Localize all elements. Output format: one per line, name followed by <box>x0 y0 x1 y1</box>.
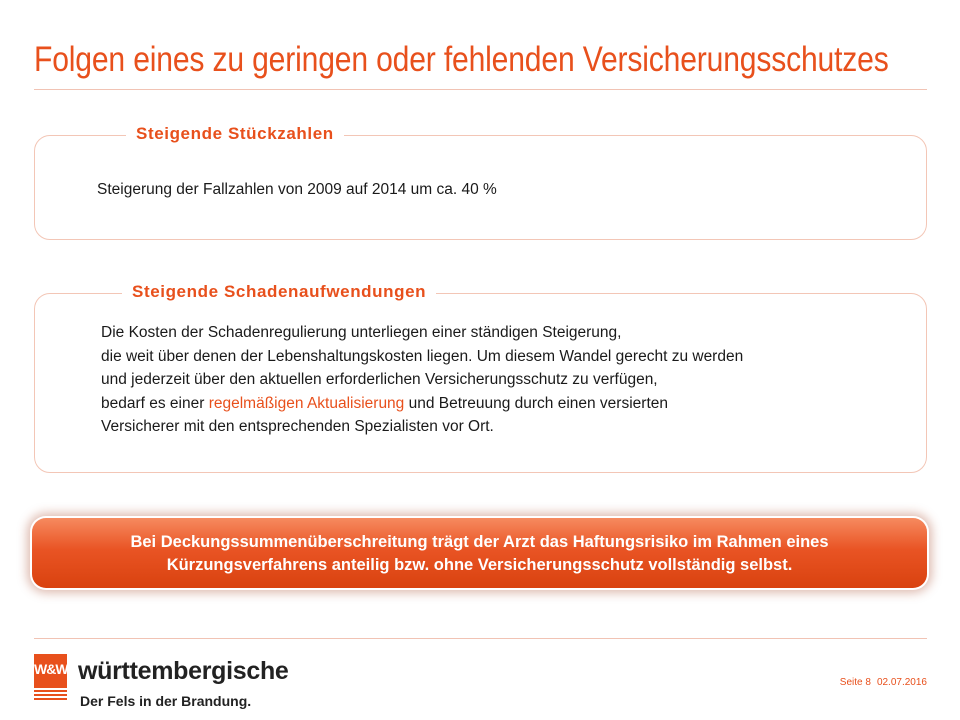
footer-meta <box>834 677 927 688</box>
callout-line: Bei Deckungssummenüberschreitung trägt der Arzt das Haftungsrisiko im Rahmen eines <box>130 533 829 551</box>
logo-stripe <box>34 698 67 700</box>
footer-divider <box>34 638 927 639</box>
text-segment: und Betreuung durch einen versierten <box>404 394 668 412</box>
text-line: und jederzeit über den aktuellen erforderlichen Versicherungsschutz zu verfügen, <box>101 371 658 388</box>
section-label-stueckzahlen: Steigende Stückzahlen <box>126 124 344 144</box>
page-number: Seite 8 <box>839 677 871 688</box>
footer-date: 02.07.2016 <box>876 677 927 688</box>
callout-line: Kürzungsverfahrens anteilig bzw. ohne Versicherungsschutz vollständig selbst. <box>166 556 793 574</box>
text-segment: bedarf es einer <box>101 394 209 412</box>
logo-stripe <box>34 694 67 696</box>
text-line: Die Kosten der Schadenregulierung unterliegen einer ständigen Steigerung, <box>101 324 622 341</box>
logo-stripe <box>34 690 67 692</box>
text-line: die weit über denen der Lebenshaltungskosten liegen. Um diesem Wandel gerecht zu werden <box>101 347 744 365</box>
section-text-schadenaufwendungen <box>101 321 743 439</box>
callout-text <box>32 531 927 577</box>
section-label-schadenaufwendungen: Steigende Schadenaufwendungen <box>122 282 436 302</box>
logo-mark-text: W&W <box>34 661 68 677</box>
brand-name: württembergische <box>78 657 289 685</box>
brand-logo-icon <box>34 654 67 688</box>
title-divider <box>34 89 927 90</box>
brand-slogan: Der Fels in der Brandung. <box>80 693 252 709</box>
text-line: Steigerung der Fallzahlen von 2009 auf 2014 um ca. 40 % <box>97 181 497 198</box>
text-line: Versicherer mit den entsprechenden Spezialisten vor Ort. <box>101 418 494 435</box>
page-title: Folgen eines zu geringen oder fehlenden Versicherungsschutzes <box>34 40 889 79</box>
callout-banner <box>32 518 927 588</box>
section-text-stueckzahlen <box>97 178 497 202</box>
highlight-text: regelmäßigen Aktualisierung <box>208 394 405 412</box>
text-line <box>101 392 743 416</box>
